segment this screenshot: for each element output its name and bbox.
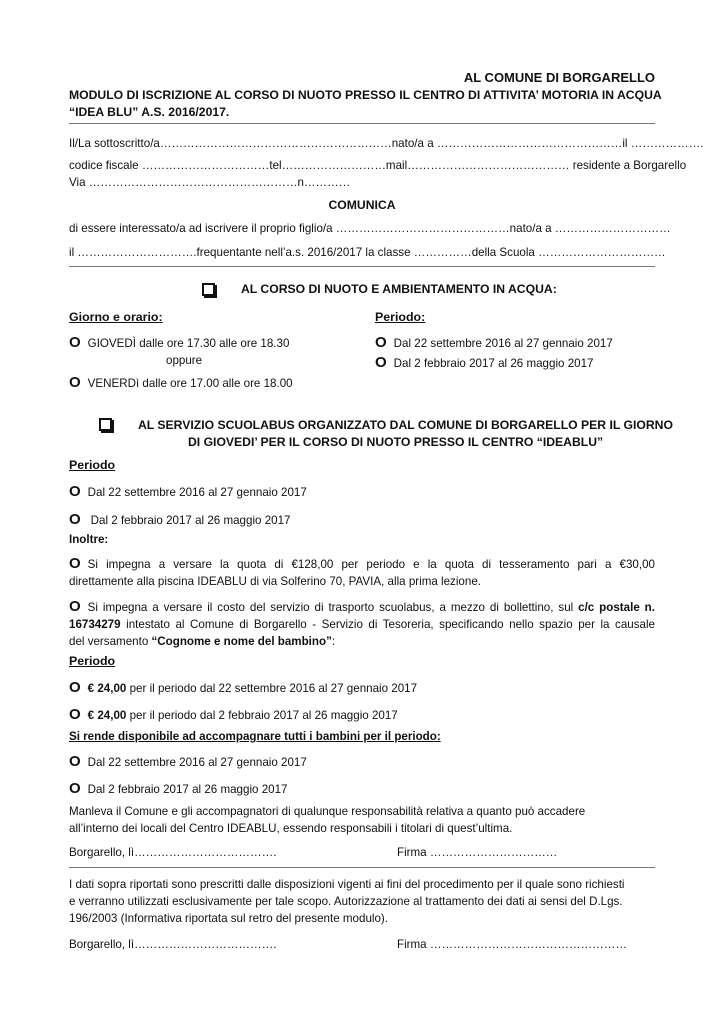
header-divider — [69, 123, 655, 124]
radio-circle-icon: O — [375, 354, 387, 371]
fee-option-2[interactable] — [69, 706, 398, 723]
accompany-period-1-label: Dal 22 settembre 2016 al 27 gennaio 2017 — [87, 756, 307, 769]
radio-circle-icon: O — [69, 706, 81, 723]
comunica-heading: COMUNICA — [328, 198, 396, 212]
recipient-heading: AL COMUNE DI BORGARELLO — [463, 70, 655, 85]
place-date-field-2[interactable]: Borgarello, lì………………………………. — [69, 938, 277, 951]
option-thursday-label: GIOVEDÌ dalle ore 17.30 alle ore 18.30 — [87, 337, 290, 350]
schedule-label: Giorno e orario: — [69, 310, 163, 324]
course-checkbox[interactable] — [202, 281, 215, 299]
applicant-line-name[interactable]: Il/La sottoscritto/a……………………………………………………nato/a a …………………………………………il ………………. — [69, 137, 704, 150]
accompany-period-2-label: Dal 2 febbraio 2017 al 26 maggio 2017 — [87, 783, 288, 796]
form-title-line1: MODULO DI ISCRIZIONE AL CORSO DI NUOTO PRESSO IL CENTRO DI ATTIVITA’ MOTORIA IN ACQUA — [69, 88, 662, 102]
inoltre-label: Inoltre: — [69, 533, 109, 546]
form-title-line2: “IDEA BLU” A.S. 2016/2017. — [69, 105, 230, 119]
signature-divider — [69, 867, 655, 868]
applicant-line-contacts[interactable]: codice fiscale ……………………………tel………………………mail…………………………………… residente a Borgarello — [69, 159, 687, 172]
course-period-label: Periodo: — [375, 310, 426, 324]
option-thursday[interactable] — [69, 334, 289, 351]
signature-field-1[interactable]: Firma …………………………… — [397, 846, 558, 859]
bus-checkbox[interactable] — [99, 416, 112, 434]
child-line-school[interactable]: il ………………………….frequentante nell’a.s. 2016/2017 la classe ……………della Scuola …………………………… — [69, 246, 666, 259]
disclaimer-line2: all’interno dei locali del Centro IDEABLU, essendo responsabili i titolari di quest’ultima. — [69, 822, 513, 835]
place-date-field-1[interactable]: Borgarello, lì………………………………. — [69, 846, 277, 859]
oppure-label: oppure — [166, 354, 203, 367]
causale-text: “Cognome e nome del bambino” — [151, 635, 332, 648]
signature-field-2[interactable]: Firma …………………………………………… — [397, 938, 627, 951]
radio-circle-icon: O — [69, 598, 81, 615]
bus-period-label: Periodo — [69, 458, 116, 472]
checkbox-icon — [99, 418, 112, 431]
bus-period-1-label: Dal 22 settembre 2016 al 27 gennaio 2017 — [87, 486, 307, 499]
radio-circle-icon: O — [69, 780, 81, 797]
accompany-period-2[interactable] — [69, 780, 288, 797]
transport-text-line3: del versamento — [69, 635, 149, 648]
radio-circle-icon: O — [375, 334, 387, 351]
privacy-line1: I dati sopra riportati sono prescritti dalle disposizioni vigenti ai fini del procedimento per il quale sono richiesti — [69, 878, 625, 891]
fee-2-amount: € 24,00 — [87, 709, 127, 722]
bus-heading-line2: DI GIOVEDI’ PER IL CORSO DI NUOTO PRESSO IL CENTRO “IDEABLU” — [188, 435, 604, 449]
bus-heading-line1: AL SERVIZIO SCUOLABUS ORGANIZZATO DAL COMUNE DI BORGARELLO PER IL GIORNO — [138, 418, 673, 432]
bus-period-2[interactable] — [69, 511, 291, 528]
transport-colon: : — [331, 635, 336, 648]
fee-1-amount: € 24,00 — [87, 682, 127, 695]
postal-account-number: 16734279 — [69, 618, 121, 631]
radio-circle-icon: O — [69, 511, 81, 528]
radio-circle-icon: O — [69, 753, 81, 770]
fee-1-text: per il periodo dal 22 settembre 2016 al 27 gennaio 2017 — [129, 682, 418, 695]
course-period-1[interactable] — [375, 334, 613, 351]
course-period-1-label: Dal 22 settembre 2016 al 27 gennaio 2017 — [393, 337, 613, 350]
checkbox-icon — [202, 283, 215, 296]
radio-circle-icon: O — [69, 679, 81, 696]
bus-period-1[interactable] — [69, 483, 307, 500]
accompany-period-1[interactable] — [69, 753, 307, 770]
radio-circle-icon: O — [69, 374, 81, 391]
quota-text-line1: Si impegna a versare la quota di €128,00 per periodo e la quota di tesseramento pari a €30,00 — [87, 558, 655, 571]
quota-text-line2: direttamente alla piscina IDEABLU di via Solferino 70, PAVIA, alla prima lezione. — [69, 575, 481, 588]
radio-circle-icon: O — [69, 555, 81, 572]
course-period-2[interactable] — [375, 354, 594, 371]
transport-text-line2: intestato al Comune di Borgarello - Servizio di Tesoreria, specificando nello spazio per la causale — [126, 618, 655, 631]
privacy-line3: 196/2003 (Informativa riportata sul retro del presente modulo). — [69, 912, 388, 925]
privacy-line2: e verranno utilizzati esclusivamente per tale scopo. Autorizzazione al trattamento dei dati ai sensi del D.Lgs. — [69, 895, 623, 908]
fee-2-text: per il periodo dal 2 febbraio 2017 al 26 maggio 2017 — [129, 709, 398, 722]
transport-commitment[interactable] — [69, 598, 655, 650]
course-period-2-label: Dal 2 febbraio 2017 al 26 maggio 2017 — [393, 357, 594, 370]
quota-commitment[interactable] — [69, 555, 655, 590]
child-line-name[interactable]: di essere interessato/a ad iscrivere il proprio figlio/a ………………………………………nato/a a ………………………… — [69, 222, 671, 235]
option-friday[interactable] — [69, 374, 293, 391]
bus-period-2-label: Dal 2 febbraio 2017 al 26 maggio 2017 — [90, 514, 291, 527]
applicant-line-address[interactable]: Via ………………………………………………n………… — [69, 176, 351, 189]
comunica-divider — [69, 266, 655, 267]
postal-account-label: c/c postale n. — [578, 601, 655, 614]
fees-period-label: Periodo — [69, 654, 116, 668]
radio-circle-icon: O — [69, 483, 81, 500]
option-friday-label: VENERDì dalle ore 17.00 alle ore 18.00 — [87, 377, 293, 390]
radio-circle-icon: O — [69, 334, 81, 351]
accompany-heading: Si rende disponibile ad accompagnare tutti i bambini per il periodo: — [69, 730, 441, 743]
disclaimer-line1: Manleva il Comune e gli accompagnatori di qualunque responsabilità relativa a quanto può accadere — [69, 805, 586, 818]
fee-option-1[interactable] — [69, 679, 417, 696]
transport-text-line1: Si impegna a versare il costo del servizio di trasporto scuolabus, a mezzo di bollettino, sul — [87, 601, 574, 614]
course-heading: AL CORSO DI NUOTO E AMBIENTAMENTO IN ACQUA: — [241, 282, 557, 296]
